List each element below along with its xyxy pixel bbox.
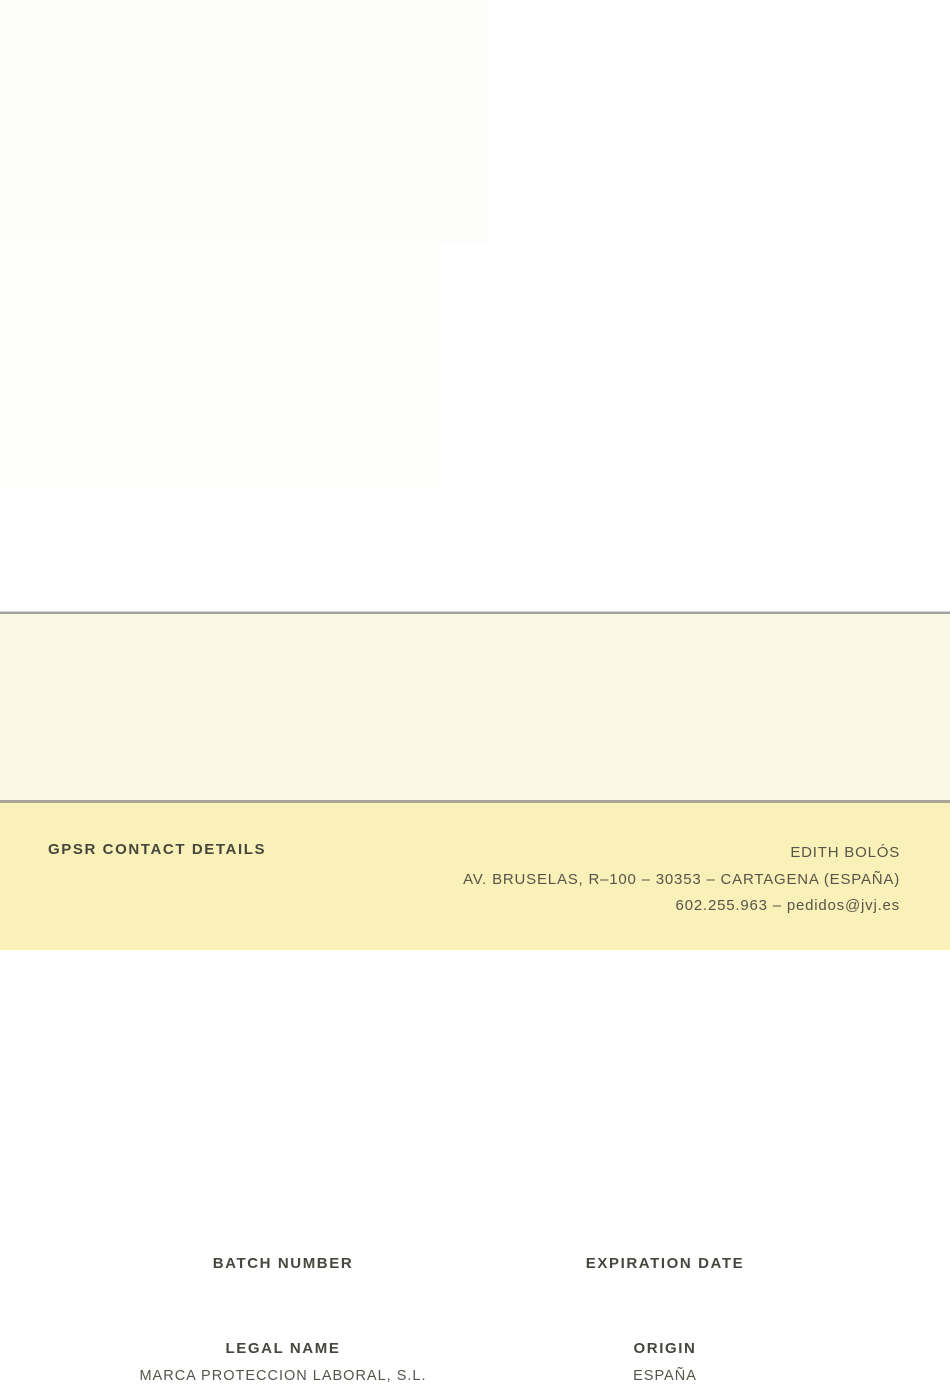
gpsr-contact-details-title: GPSR CONTACT DETAILS	[48, 841, 267, 858]
gpsr-contact-band	[0, 803, 950, 950]
legal-name-value: MARCA PROTECCION LABORAL, S.L.	[139, 1368, 427, 1384]
expiration-date-label: EXPIRATION DATE	[585, 1255, 745, 1272]
faint-image-placeholder	[0, 243, 440, 488]
contact-name: EDITH BOLÓS	[790, 844, 900, 861]
faint-image-placeholder	[0, 0, 487, 243]
origin-label: ORIGIN	[633, 1340, 697, 1357]
origin-field	[485, 1340, 845, 1385]
origin-value: ESPAÑA	[633, 1368, 697, 1384]
batch-number-label: BATCH NUMBER	[212, 1255, 354, 1272]
contact-phone-email: 602.255.963 – pedidos@jvj.es	[675, 897, 900, 914]
contact-address: AV. BRUSELAS, R–100 – 30353 – CARTAGENA (ESPAÑA)	[463, 870, 900, 888]
legal-name-label: LEGAL NAME	[225, 1340, 341, 1357]
legal-name-field	[103, 1340, 463, 1385]
batch-number-field	[103, 1255, 463, 1273]
gpsr-contact-info	[463, 840, 900, 920]
expiration-date-field	[485, 1255, 845, 1273]
